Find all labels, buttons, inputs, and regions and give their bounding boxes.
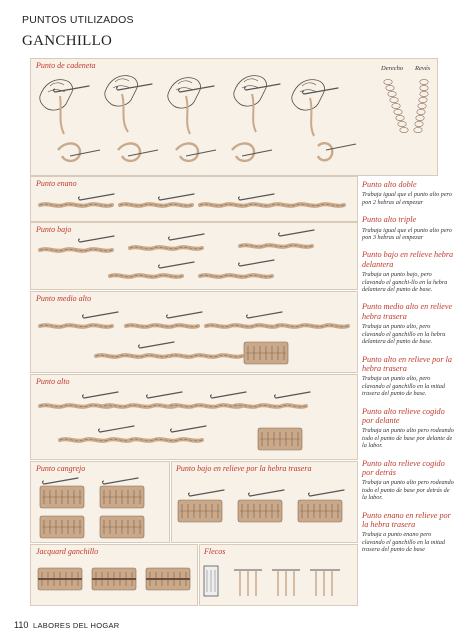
desc-title: Punto alto relieve cogido por delante: [362, 406, 445, 425]
desc-title: Punto alto doble: [362, 180, 417, 189]
publication-name: LABORES DEL HOGAR: [33, 621, 120, 630]
label-flecos: Flecos: [204, 547, 226, 556]
label-jacquard: Jacquard ganchillo: [36, 547, 99, 556]
desc-title: Punto alto triple: [362, 215, 417, 225]
desc-title: Punto bajo en relieve hebra delantera: [362, 250, 454, 269]
section-header: PUNTOS UTILIZADOS: [22, 14, 134, 26]
desc-title: Punto medio alto en relieve hebra trasera: [362, 302, 453, 321]
label-cangrejo: Punto cangrejo: [36, 464, 86, 473]
desc-body: Trabaja un punto alto pero rodeando todo el punto de base por delante de la labor.: [362, 427, 454, 450]
label-reves: Revés: [415, 65, 431, 72]
label-bajo-relieve-trasera: Punto bajo en relieve por la hebra trasera: [176, 464, 312, 473]
desc-body: Trabaja igual que el punto alto pero pon 3 hebras al empezar: [362, 226, 452, 242]
page-title: GANCHILLO: [22, 33, 113, 49]
desc-body: Trabaja un punto alto pero rodeando todo el punto de base por detrás de la labor.: [362, 479, 454, 502]
label-derecho: Derecho: [381, 65, 404, 72]
desc-body: Trabaja un punto bajo, pero clavando el ganchi-llo en la hebra delantera del punto de base.: [362, 271, 448, 294]
label-enano: Punto enano: [36, 179, 77, 188]
label-alto: Punto alto: [36, 377, 70, 386]
desc-title: Punto enano en relieve por la hebra trasera: [362, 510, 451, 529]
desc-title: Punto alto en relieve por la hebra trasera: [362, 354, 452, 373]
label-cadeneta: Punto de cadeneta: [36, 61, 96, 70]
desc-title: Punto alto relieve cogido por detrás: [362, 458, 445, 477]
right-column: [362, 180, 454, 563]
desc-body: Trabaja a punto enano pero clavando el ganchillo en la mitad trasera del punto de base: [362, 531, 445, 554]
desc-body: Trabaja un punto alto, pero clavando el ganchillo en la mitad trasera del punto de base.: [362, 375, 445, 398]
label-medio-alto: Punto medio alto: [36, 294, 92, 303]
label-bajo: Punto bajo: [36, 225, 72, 234]
desc-body: Trabaja igual que el punto alto pero pon 2 hebras al empezar: [362, 191, 452, 206]
desc-body: Trabaja un punto alto, pero clavando el ganchillo en la hebra delantera del punto de base.: [362, 323, 446, 346]
page-number: 110: [14, 620, 29, 630]
